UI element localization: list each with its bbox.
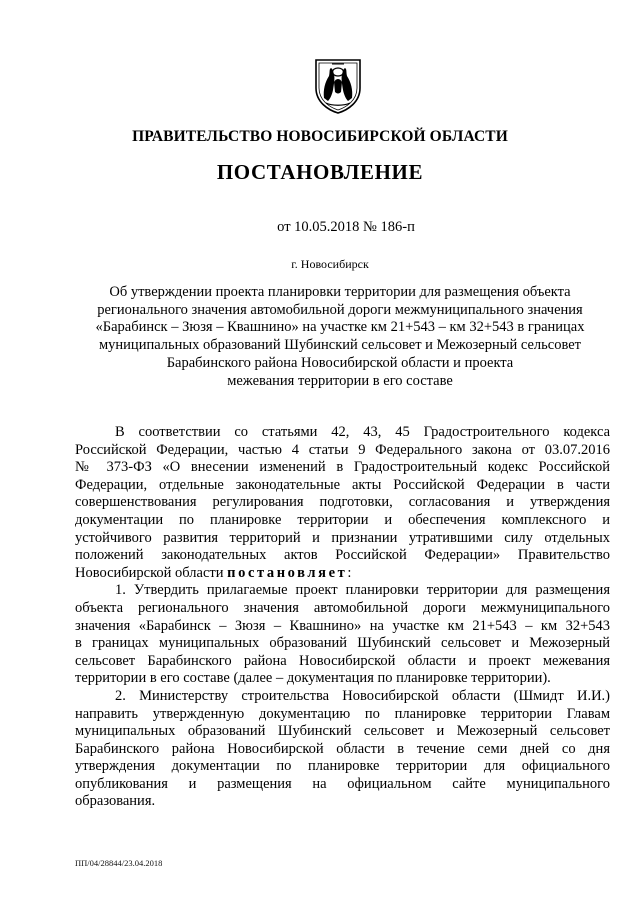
document-date-number: от 10.05.2018 № 186-п: [277, 219, 415, 235]
document-body: [75, 424, 610, 811]
coat-of-arms-icon: [312, 58, 364, 114]
preamble-line: устойчивого развития территорий и признании утратившими силу отдельных: [75, 529, 610, 546]
item-2-line: опубликования и размещения на официальном сайте муниципального: [75, 775, 610, 792]
item-1-line: в границах муниципальных образований Шубинский сельсовет и Межозерный: [75, 635, 610, 652]
item-2-line: Барабинского района Новосибирской области в течение семи дней со дня: [75, 740, 610, 757]
item-1-line: территории в его составе (далее – документация по планировке территории).: [75, 670, 551, 687]
preamble-line: совершенствования регулирования подготовки, согласования и утверждения: [75, 494, 610, 511]
government-title: ПРАВИТЕЛЬСТВО НОВОСИБИРСКОЙ ОБЛАСТИ: [132, 128, 508, 145]
subject-line: «Барабинск – Зюзя – Квашнино» на участке км 21+543 – км 32+543 в границах: [95, 319, 585, 336]
preamble-line: документации по планировке территории и обеспечения комплексного и: [75, 511, 610, 528]
document-footer-code: ПП/04/28844/23.04.2018: [75, 858, 163, 868]
subject-line: Барабинского района Новосибирской области и проекта: [166, 354, 514, 371]
preamble-last-line: Новосибирской области постановляет:: [75, 564, 352, 581]
item-1-line: значения «Барабинск – Зюзя – Квашнино» на участке км 21+543 – км 32+543: [75, 617, 610, 634]
preamble-line: положений законодательных актов Российской Федерации» Правительство: [75, 547, 610, 564]
item-2-line: 2. Министерству строительства Новосибирской области (Шмидт И.И.): [115, 687, 610, 704]
subject-line: Об утверждении проекта планировки территории для размещения объекта: [109, 284, 571, 300]
item-1-line: сельсовет Барабинского района Новосибирской области и проект межевания: [75, 652, 610, 669]
item-2-line: образования.: [75, 793, 156, 810]
item-1-line: 1. Утвердить прилагаемые проект планировки территории для размещения: [115, 582, 610, 599]
subject-line: межевания территории в его составе: [227, 372, 453, 389]
item-2-line: утверждения документации по планировке территории для официального: [75, 758, 610, 775]
item-2-line: направить утвержденную документацию по планировке территории Главам: [75, 705, 610, 722]
resolves-word: постановляет: [227, 564, 348, 581]
document-city: г. Новосибирск: [291, 257, 369, 271]
preamble-line: Федерации, отдельные законодательные акты Российской Федерации в части: [75, 476, 610, 493]
preamble-line: Российской Федерации, частью 4 статьи 9 Федерального закона от 03.07.2016: [75, 441, 610, 458]
preamble-line: № 373-ФЗ «О внесении изменений в Градостроительный кодекс Российской: [75, 459, 610, 476]
item-1-line: объекта регионального значения автомобильной дороги межмуниципального: [75, 599, 610, 616]
subject-line: регионального значения автомобильной дороги межмуниципального значения: [97, 301, 583, 318]
subject-line: муниципальных образований Шубинский сельсовет и Межозерный сельсовет: [98, 337, 581, 354]
document-type-title: ПОСТАНОВЛЕНИЕ: [216, 160, 424, 184]
document-subject: [70, 284, 610, 390]
preamble-line: В соответствии со статьями 42, 43, 45 Градостроительного кодекса: [115, 424, 610, 440]
item-2-line: муниципальных образований Шубинский сельсовет и Межозерный сельсовет: [75, 723, 610, 740]
preamble-last-text: Новосибирской области: [75, 564, 228, 581]
